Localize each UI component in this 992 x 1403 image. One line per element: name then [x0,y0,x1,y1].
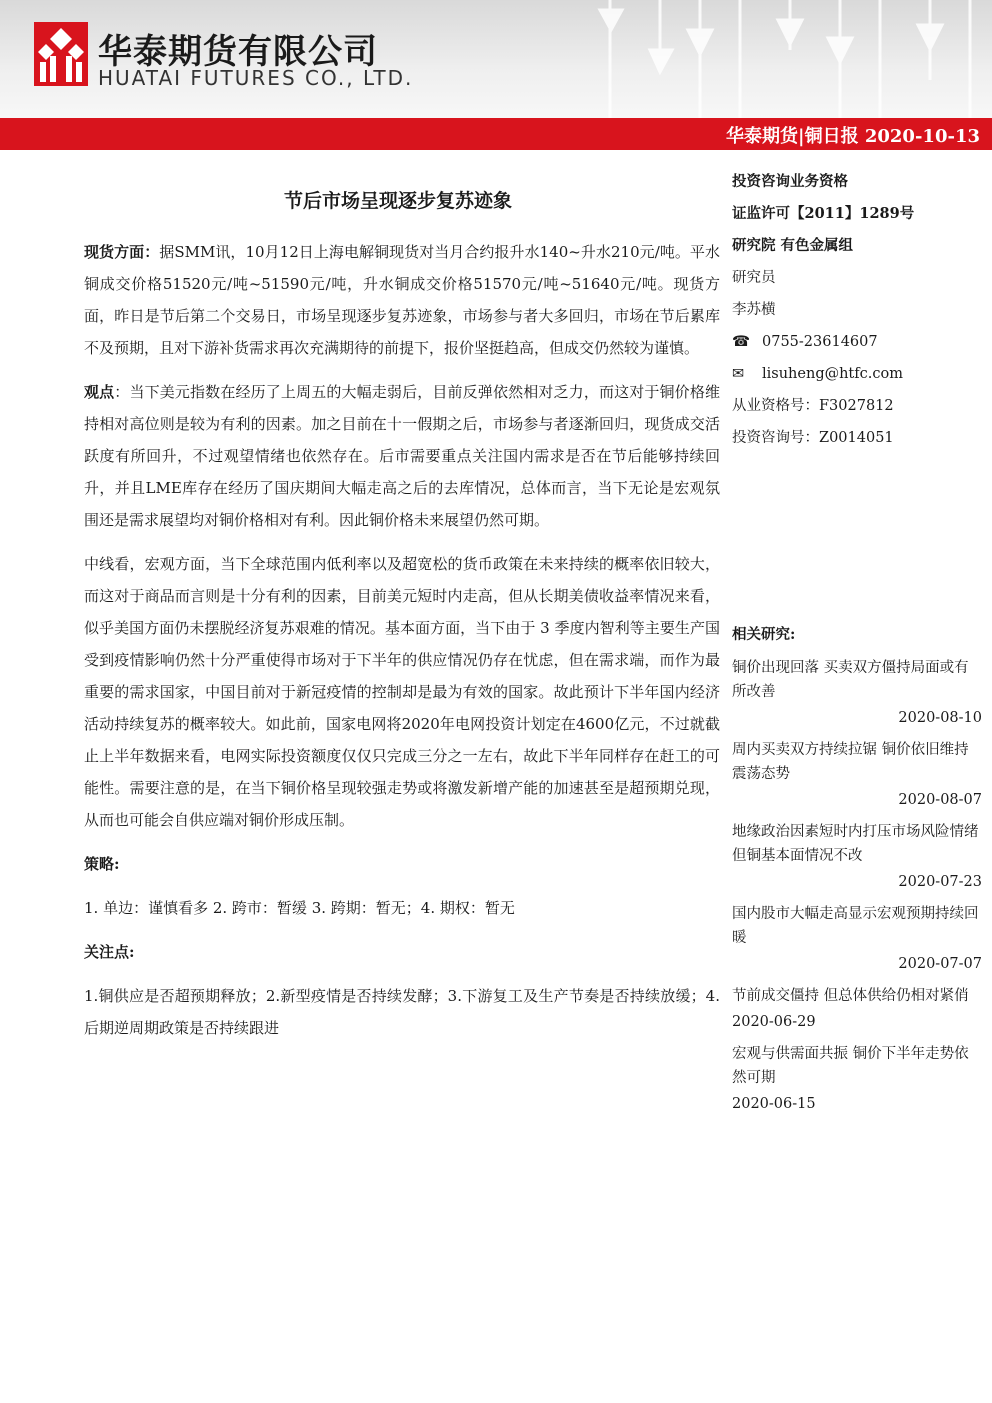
department: 研究院 有色金属组 [732,237,854,254]
qualification-line-1: 投资咨询业务资格 [732,173,848,190]
strategy-text: 1. 单边：谨慎看多 2. 跨市：暂缓 3. 跨期：暂无；4. 期权：暂无 [84,899,515,917]
related-item-date: 2020-07-23 [898,874,982,890]
report-banner [0,118,992,150]
related-item-title[interactable]: 国内股市大幅走高显示宏观预期持续回暖 [732,906,979,946]
report-title: 节后市场呈现逐步复苏迹象 [283,190,512,212]
spot-text: 据SMM讯，10月12日上海电解铜现货对当月合约报升水140~升水210元/吨。平水铜成交价格51520元/吨~51590元/吨，升水铜成交价格51570元/吨~51640元/吨。现货方面，昨日是节后第二个交易日，市场呈现逐步复苏迹象，市场参与者大多回归，市场在节后累库不及预期，且对下游补货需求再次充满期待的前提下，报价坚挺趋高，但成交仍然较为谨慎。 [84,243,720,357]
license-number: 从业资格号：F3027812 [732,398,894,414]
phone-icon: ☎ [732,334,751,350]
related-item-title[interactable]: 地缘政治因素短时内打压市场风险情绪 但铜基本面情况不改 [732,824,979,864]
view-text: ：当下美元指数在经历了上周五的大幅走弱后，目前反弹依然相对乏力，而这对于铜价格维持相对高位则是较为有利的因素。加之目前在十一假期之后，市场参与者逐渐回归，现货成交活跃度有所回升，不过观望情绪也依然存在。后市需要重点关注国内需求是否在节后能够持续回升，并且LME库存在经历了国庆期间大幅走高之后的去库情况，总体而言，当下无论是宏观氛围还是需求展望均对铜价格相对有利。因此铜价格未来展望仍然可期。 [84,383,720,529]
focus-label: 关注点: [84,943,135,961]
strategy-label: 策略: [84,855,120,873]
related-item[interactable] [732,902,982,978]
midterm-paragraph: 中线看，宏观方面，当下全球范围内低利率以及超宽松的货币政策在未来持续的概率依旧较大，而这对于商品而言则是十分有利的因素，目前美元短时内走高，但从长期美债收益率情况来看，似乎美国方面仍未摆脱经济复苏艰难的情况。基本面方面，当下由于 3 季度内智利等主要生产国受到疫情影响仍然十分严重使得市场对于下半年的供应情况仍存在忧虑，但在需求端，而作为最重要的需求国家，中国目前对于新冠疫情的控制却是最为有效的国家。故此预计下半年国内经济活动持续复苏的概率较大。如此前，国家电网将2020年电网投资计划定在4600亿元，不过就截止上半年数据来看，电网实际投资额度仅仅只完成三分之一左右，故此下半年同样存在赶工的可能性。需要注意的是，在当下铜价格呈现较强走势或将激发新增产能的加速甚至是超预期兑现，从而也可能会自供应端对铜价形成压制。 [84,555,720,829]
related-item[interactable] [732,1042,982,1118]
related-item-date: 2020-06-29 [732,1014,816,1030]
phone-row [732,326,982,358]
related-item-title[interactable]: 铜价出现回落 买卖双方僵持局面或有所改善 [732,660,969,700]
company-name-en: HUATAI FUTURES CO., LTD. [98,66,414,90]
view-paragraph [84,376,720,536]
related-item[interactable] [732,738,982,814]
company-name-cn: 华泰期货有限公司 [98,32,378,72]
related-item-title[interactable]: 周内买卖双方持续拉锯 铜价依旧维持震荡态势 [732,742,969,782]
company-logo-icon [34,22,88,86]
focus-text: 1.铜供应是否超预期释放；2.新型疫情是否持续发酵；3.下游复工及生产节奏是否持续放缓；4. 后期逆周期政策是否持续跟进 [84,987,720,1037]
related-item[interactable] [732,984,982,1036]
sidebar [732,166,982,1118]
report-banner-text: 华泰期货|铜日报 2020-10-13 [726,126,980,147]
researcher-role: 研究员 [732,270,776,286]
related-research-title: 相关研究: [732,626,796,643]
email-row [732,358,982,390]
related-item-date: 2020-07-07 [898,956,982,972]
report-body [84,236,720,1056]
spot-paragraph [84,236,720,364]
qualification-line-2: 证监许可【2011】1289号 [732,205,915,222]
related-item-title[interactable]: 宏观与供需面共振 铜价下半年走势依然可期 [732,1046,969,1086]
related-item[interactable] [732,820,982,896]
phone-number: 0755-23614607 [762,334,878,350]
page-header [0,0,992,118]
view-label: 观点 [84,383,115,401]
email-icon: ✉ [732,366,745,382]
related-item-title[interactable]: 节前成交僵持 但总体供给仍相对紧俏 [732,988,969,1004]
related-item-date: 2020-08-07 [898,792,982,808]
spot-label: 现货方面： [84,243,160,261]
related-item-date: 2020-06-15 [732,1096,816,1112]
related-item-date: 2020-08-10 [898,710,982,726]
researcher-name: 李苏横 [732,302,776,318]
email-address[interactable]: lisuheng@htfc.com [762,366,903,382]
related-item[interactable] [732,656,982,732]
consulting-number: 投资咨询号：Z0014051 [732,430,894,446]
